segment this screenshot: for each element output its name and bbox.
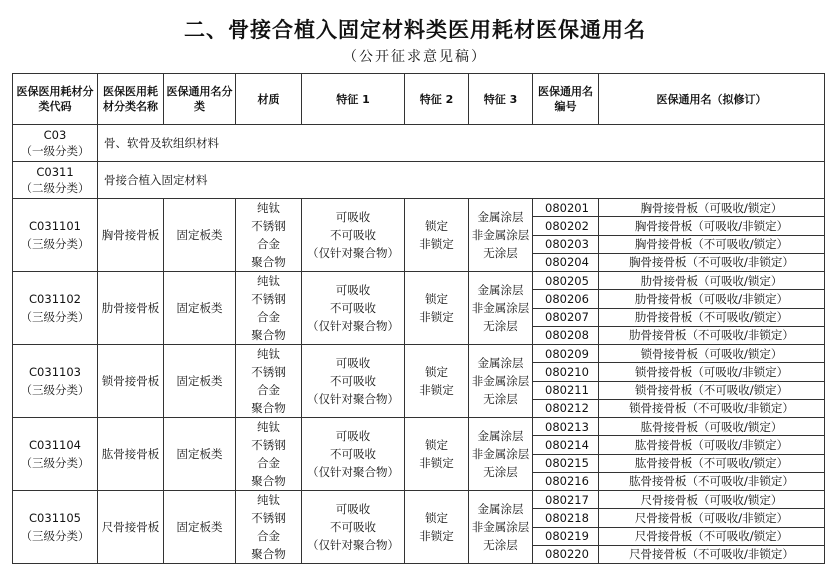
- feature3-item: 金属涂层: [477, 283, 524, 297]
- feature1-cell: [302, 272, 405, 345]
- group-name-cell: 尺骨接骨板: [98, 491, 164, 564]
- feature1-item: （仅针对聚合物）: [307, 319, 399, 333]
- feature3-item: 无涂层: [483, 465, 518, 479]
- item-number-cell: 080204: [533, 253, 599, 271]
- material-item: 聚合物: [251, 547, 286, 561]
- item-name-cell: 锁骨接骨板（可吸收/非锁定）: [599, 363, 825, 381]
- feature3-item: 非金属涂层: [471, 374, 530, 388]
- feature3-cell: [469, 418, 533, 491]
- item-number-cell: 080205: [533, 272, 599, 290]
- feature3-item: 非金属涂层: [471, 520, 530, 534]
- material-item: 不锈钢: [251, 292, 286, 306]
- item-number-cell: 080219: [533, 527, 599, 545]
- level-label: （一级分类）: [20, 144, 90, 158]
- item-name-cell: 锁骨接骨板（不可吸收/锁定）: [599, 381, 825, 399]
- material-item: 纯钛: [257, 201, 280, 215]
- feature1-item: 不可吸收: [330, 374, 376, 388]
- feature2-item: 锁定: [425, 438, 448, 452]
- feature3-item: 无涂层: [483, 538, 518, 552]
- group-category-cell: 固定板类: [164, 199, 236, 272]
- feature1-item: 不可吸收: [330, 228, 376, 242]
- document-subtitle: （公开征求意见稿）: [343, 49, 487, 65]
- material-item: 合金: [257, 456, 280, 470]
- table-row: [13, 418, 825, 436]
- feature1-cell: [302, 345, 405, 418]
- item-number-cell: 080214: [533, 436, 599, 454]
- material-item: 聚合物: [251, 401, 286, 415]
- item-number-cell: 080220: [533, 545, 599, 563]
- feature1-item: 可吸收: [335, 283, 371, 297]
- material-item: 聚合物: [251, 255, 286, 269]
- level-name-cell: 骨接合植入固定材料: [98, 162, 825, 199]
- group-category-cell: 固定板类: [164, 345, 236, 418]
- feature3-item: 无涂层: [483, 319, 518, 333]
- feature1-item: 不可吸收: [330, 520, 376, 534]
- feature3-cell: [469, 345, 533, 418]
- item-name-cell: 尺骨接骨板（可吸收/锁定）: [599, 491, 825, 509]
- item-number-cell: 080208: [533, 326, 599, 344]
- item-name-cell: 肋骨接骨板（可吸收/锁定）: [599, 272, 825, 290]
- group-name-cell: 锁骨接骨板: [98, 345, 164, 418]
- item-name-cell: 肋骨接骨板（不可吸收/锁定）: [599, 308, 825, 326]
- item-name-cell: 胸骨接骨板（不可吸收/非锁定）: [599, 253, 825, 271]
- material-cell: [236, 199, 302, 272]
- item-number-cell: 080207: [533, 308, 599, 326]
- level-row: [13, 162, 825, 199]
- item-name-cell: 胸骨接骨板（不可吸收/锁定）: [599, 235, 825, 253]
- feature2-item: 非锁定: [419, 237, 454, 251]
- material-item: 不锈钢: [251, 511, 286, 525]
- material-item: 纯钛: [257, 493, 280, 507]
- feature1-item: 可吸收: [335, 502, 371, 516]
- group-name-cell: 肱骨接骨板: [98, 418, 164, 491]
- header-cell: 特征 2: [405, 74, 469, 125]
- feature3-item: 金属涂层: [477, 356, 524, 370]
- item-number-cell: 080218: [533, 509, 599, 527]
- group-code-cell: [13, 345, 98, 418]
- item-number-cell: 080209: [533, 345, 599, 363]
- item-name-cell: 锁骨接骨板（不可吸收/非锁定）: [599, 399, 825, 417]
- feature2-cell: [405, 345, 469, 418]
- material-item: 纯钛: [257, 274, 280, 288]
- item-name-cell: 尺骨接骨板（不可吸收/锁定）: [599, 527, 825, 545]
- item-number-cell: 080203: [533, 235, 599, 253]
- header-row: [13, 74, 825, 125]
- table-row: [13, 491, 825, 509]
- item-number-cell: 080213: [533, 418, 599, 436]
- group-code: C031102: [29, 292, 81, 306]
- group-level: （三级分类）: [20, 237, 90, 251]
- feature2-cell: [405, 272, 469, 345]
- feature3-item: 非金属涂层: [471, 228, 530, 242]
- material-item: 合金: [257, 383, 280, 397]
- feature1-cell: [302, 199, 405, 272]
- material-item: 不锈钢: [251, 365, 286, 379]
- material-item: 不锈钢: [251, 438, 286, 452]
- item-number-cell: 080201: [533, 199, 599, 217]
- feature3-item: 非金属涂层: [471, 301, 530, 315]
- material-cell: [236, 272, 302, 345]
- feature2-cell: [405, 199, 469, 272]
- feature2-item: 锁定: [425, 365, 448, 379]
- group-code: C031103: [29, 365, 81, 379]
- group-category-cell: 固定板类: [164, 418, 236, 491]
- item-number-cell: 080206: [533, 290, 599, 308]
- item-number-cell: 080211: [533, 381, 599, 399]
- material-item: 聚合物: [251, 474, 286, 488]
- group-level: （三级分类）: [20, 529, 90, 543]
- group-code-cell: [13, 418, 98, 491]
- feature3-item: 无涂层: [483, 392, 518, 406]
- table-row: [13, 345, 825, 363]
- header-cell: 医保通用名分类: [164, 74, 236, 125]
- feature1-item: 不可吸收: [330, 301, 376, 315]
- level-code: C03: [43, 128, 67, 142]
- feature2-item: 锁定: [425, 292, 448, 306]
- feature3-cell: [469, 272, 533, 345]
- table-row: [13, 199, 825, 217]
- material-item: 合金: [257, 237, 280, 251]
- item-name-cell: 尺骨接骨板（可吸收/非锁定）: [599, 509, 825, 527]
- feature3-cell: [469, 199, 533, 272]
- catalog-table: [12, 73, 825, 564]
- feature1-item: 可吸收: [335, 356, 371, 370]
- item-name-cell: 尺骨接骨板（不可吸收/非锁定）: [599, 545, 825, 563]
- feature1-item: 不可吸收: [330, 447, 376, 461]
- table-row: [13, 272, 825, 290]
- item-number-cell: 080210: [533, 363, 599, 381]
- group-code: C031105: [29, 511, 81, 525]
- header-cell: 医保通用名编号: [533, 74, 599, 125]
- feature3-cell: [469, 491, 533, 564]
- header-cell: 医保医用耗材分类代码: [13, 74, 98, 125]
- feature2-item: 非锁定: [419, 456, 454, 470]
- header-cell: 医保医用耗材分类名称: [98, 74, 164, 125]
- group-code-cell: [13, 272, 98, 345]
- material-cell: [236, 491, 302, 564]
- feature1-item: 可吸收: [335, 429, 371, 443]
- feature3-item: 非金属涂层: [471, 447, 530, 461]
- item-name-cell: 肱骨接骨板（不可吸收/非锁定）: [599, 472, 825, 490]
- level-label: （二级分类）: [20, 181, 90, 195]
- document-title: 二、骨接合植入固定材料类医用耗材医保通用名: [184, 17, 646, 42]
- material-cell: [236, 345, 302, 418]
- level-row: [13, 125, 825, 162]
- feature2-item: 非锁定: [419, 310, 454, 324]
- item-name-cell: 肱骨接骨板（可吸收/非锁定）: [599, 436, 825, 454]
- feature1-item: 可吸收: [335, 210, 371, 224]
- item-number-cell: 080215: [533, 454, 599, 472]
- group-name-cell: 胸骨接骨板: [98, 199, 164, 272]
- header-cell: 特征 3: [469, 74, 533, 125]
- group-level: （三级分类）: [20, 310, 90, 324]
- feature2-item: 非锁定: [419, 383, 454, 397]
- table-body: [13, 125, 825, 564]
- item-number-cell: 080216: [533, 472, 599, 490]
- feature3-item: 无涂层: [483, 246, 518, 260]
- item-name-cell: 胸骨接骨板（可吸收/非锁定）: [599, 217, 825, 235]
- item-name-cell: 肱骨接骨板（可吸收/锁定）: [599, 418, 825, 436]
- group-category-cell: 固定板类: [164, 491, 236, 564]
- group-code: C031104: [29, 438, 81, 452]
- feature1-item: （仅针对聚合物）: [307, 465, 399, 479]
- feature2-item: 非锁定: [419, 529, 454, 543]
- feature2-item: 锁定: [425, 511, 448, 525]
- feature2-cell: [405, 491, 469, 564]
- level-name-cell: 骨、软骨及软组织材料: [98, 125, 825, 162]
- group-level: （三级分类）: [20, 383, 90, 397]
- feature3-item: 金属涂层: [477, 429, 524, 443]
- feature1-item: （仅针对聚合物）: [307, 246, 399, 260]
- header-cell: 特征 1: [302, 74, 405, 125]
- feature1-item: （仅针对聚合物）: [307, 538, 399, 552]
- feature1-cell: [302, 491, 405, 564]
- group-code: C031101: [29, 219, 81, 233]
- group-code-cell: [13, 199, 98, 272]
- material-item: 聚合物: [251, 328, 286, 342]
- item-name-cell: 肱骨接骨板（不可吸收/锁定）: [599, 454, 825, 472]
- material-item: 合金: [257, 310, 280, 324]
- item-number-cell: 080202: [533, 217, 599, 235]
- level-code-cell: [13, 125, 98, 162]
- material-cell: [236, 418, 302, 491]
- item-name-cell: 锁骨接骨板（可吸收/锁定）: [599, 345, 825, 363]
- item-name-cell: 胸骨接骨板（可吸收/锁定）: [599, 199, 825, 217]
- feature2-cell: [405, 418, 469, 491]
- group-name-cell: 肋骨接骨板: [98, 272, 164, 345]
- group-category-cell: 固定板类: [164, 272, 236, 345]
- feature3-item: 金属涂层: [477, 502, 524, 516]
- group-code-cell: [13, 491, 98, 564]
- level-code-cell: [13, 162, 98, 199]
- feature3-item: 金属涂层: [477, 210, 524, 224]
- item-number-cell: 080217: [533, 491, 599, 509]
- material-item: 纯钛: [257, 420, 280, 434]
- level-code: C0311: [36, 165, 74, 179]
- item-name-cell: 肋骨接骨板（可吸收/非锁定）: [599, 290, 825, 308]
- feature2-item: 锁定: [425, 219, 448, 233]
- group-level: （三级分类）: [20, 456, 90, 470]
- material-item: 合金: [257, 529, 280, 543]
- header-cell: 材质: [236, 74, 302, 125]
- feature1-cell: [302, 418, 405, 491]
- item-number-cell: 080212: [533, 399, 599, 417]
- header-cell: 医保通用名（拟修订）: [599, 74, 825, 125]
- item-name-cell: 肋骨接骨板（不可吸收/非锁定）: [599, 326, 825, 344]
- material-item: 纯钛: [257, 347, 280, 361]
- feature1-item: （仅针对聚合物）: [307, 392, 399, 406]
- material-item: 不锈钢: [251, 219, 286, 233]
